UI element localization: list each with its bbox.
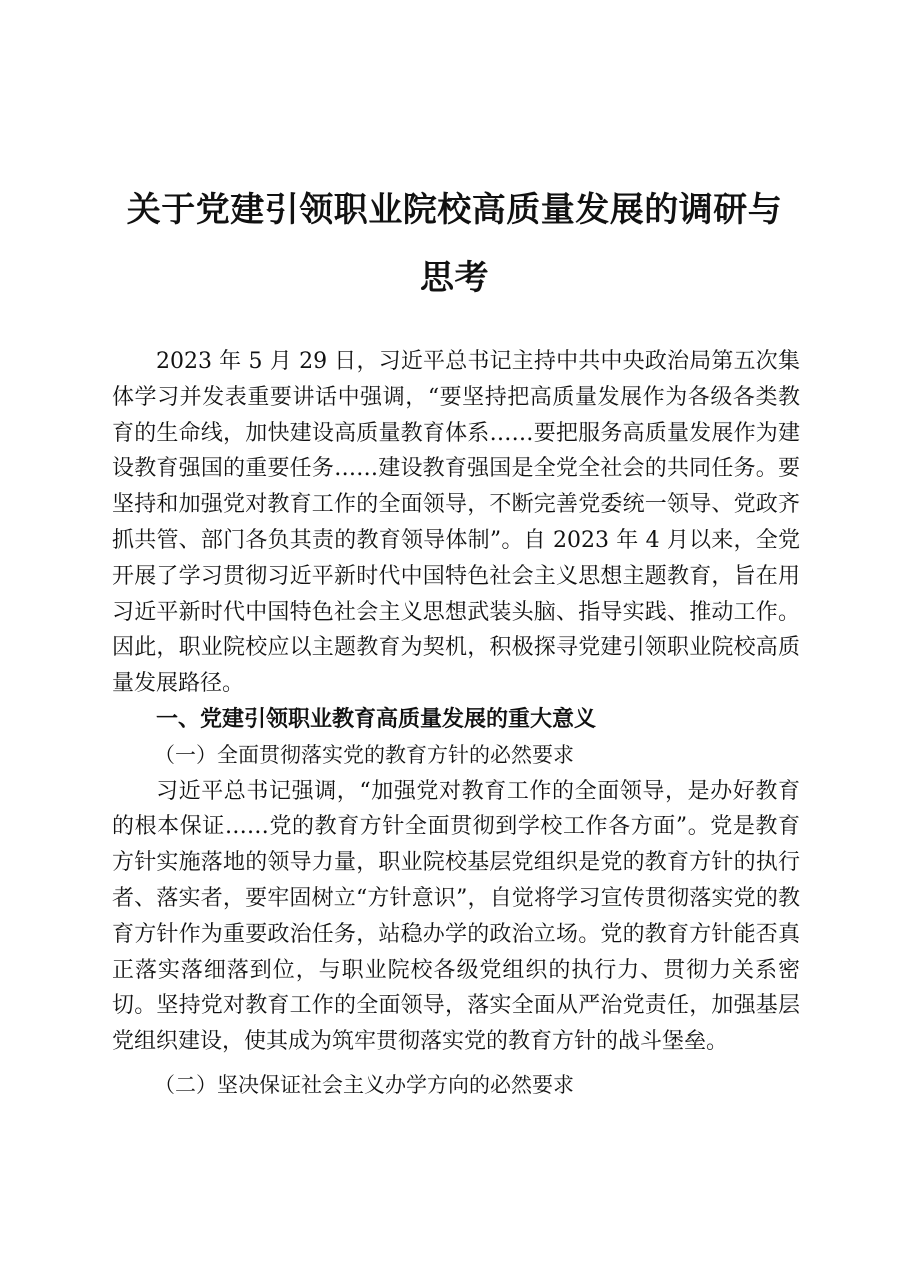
section-heading-1: 一、党建引领职业教育高质量发展的重大意义 [156, 706, 597, 732]
document-title: 关于党建引领职业院校高质量发展的调研与思考 [126, 190, 783, 298]
subsection-heading-2: （二）坚决保证社会主义办学方向的必然要求 [154, 1072, 574, 1097]
document-body [112, 344, 800, 1104]
subsection-1-paragraph: 习近平总书记强调，“加强党对教育工作的全面领导，是办好教育的根本保证……党的教育方针全面贯彻到学校工作各方面”。党是教育方针实施落地的领导力量，职业院校基层党组织是党的教育方针的执行者、落实者，要牢固树立“方针意识”，自觉将学习宣传贯彻落实党的教育方针作为重要政治任务，站稳办学的政治立场。党的教育方针能否真正落实落细落到位，与职业院校各级党组织的执行力、贯彻力关系密切。坚持党对教育工作的全面领导，落实全面从严治党责任，加强基层党组织建设，使其成为筑牢贯彻落实党的教育方针的战斗堡垒。 [112, 778, 800, 1055]
subsection-heading-1: （一）全面贯彻落实党的教育方针的必然要求 [154, 742, 574, 767]
intro-paragraph: 2023 年 5 月 29 日，习近平总书记主持中共中央政治局第五次集体学习并发表重要讲话中强调，“要坚持把高质量发展作为各级各类教育的生命线，加快建设高质量教育体系……要把服务高质量发展作为建设教育强国的重要任务……建设教育强国是全党全社会的共同任务。要坚持和加强党对教育工作的全面领导，不断完善党委统一领导、党政齐抓共管、部门各负其责的教育领导体制”。自 2023 年 4 月以来，全党开展了学习贯彻习近平新时代中国特色社会主义思想主题教育，旨在用习近平新时代中国特色社会主义思想武装头脑、指导实践、推动工作。因此，职业院校应以主题教育为契机，积极探寻党建引领职业院校高质量发展路径。 [112, 349, 800, 697]
